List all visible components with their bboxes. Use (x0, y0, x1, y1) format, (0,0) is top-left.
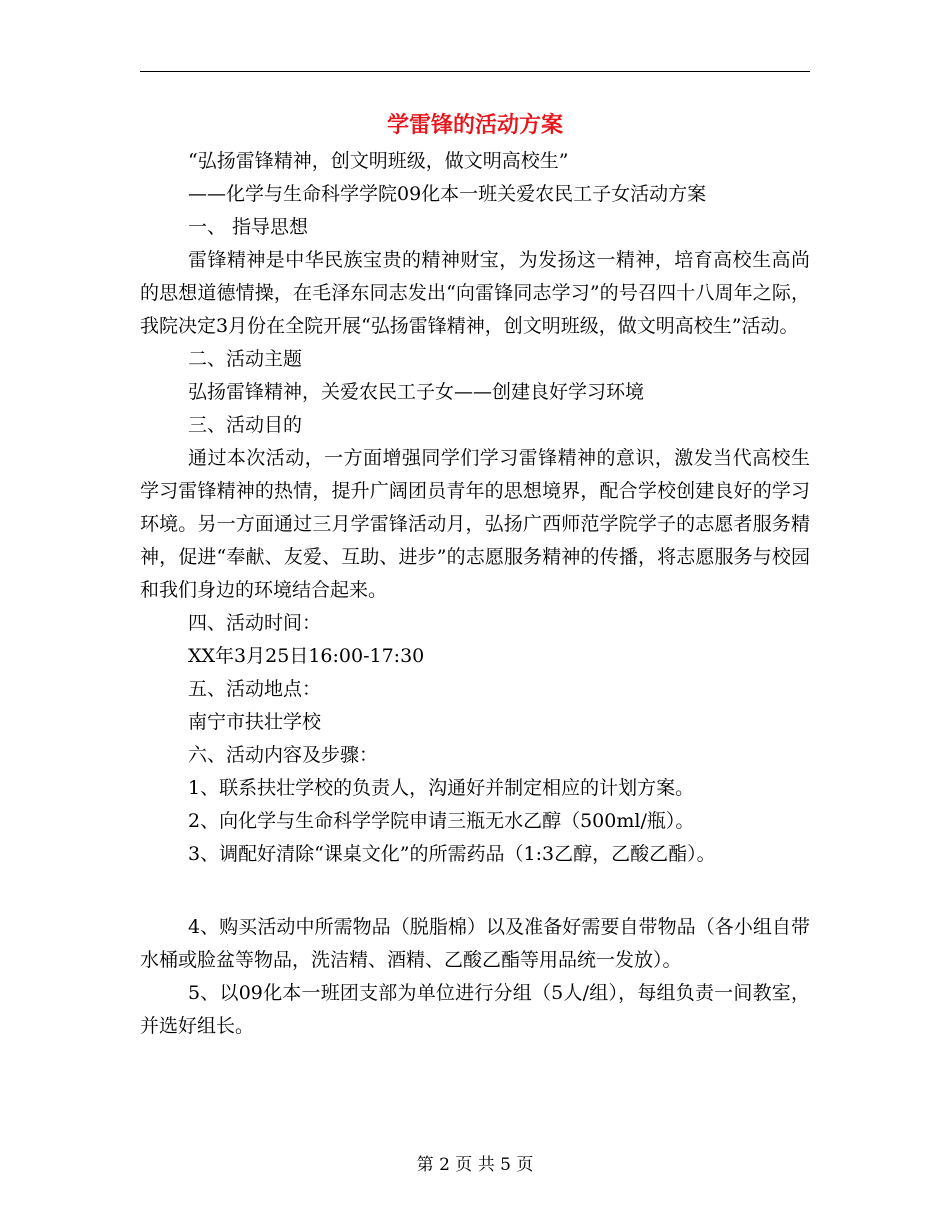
paragraph-gap (140, 871, 810, 911)
step-item-1: 1、联系扶壮学校的负责人，沟通好并制定相应的计划方案。 (188, 777, 695, 799)
step-item-4: 4、购买活动中所需物品（脱脂棉）以及准备好需要自带物品（各小组自带水桶或脸盆等物品，洗洁精、酒精、乙酸乙酯等用品统一发放）。 (140, 916, 810, 971)
subtitle-organizer: ——化学与生命科学学院09化本一班关爱农民工子女活动方案 (188, 183, 707, 205)
section-heading-theme: 二、活动主题 (188, 348, 303, 370)
paragraph-location: 南宁市扶壮学校 (188, 711, 322, 733)
document-body (140, 145, 810, 1043)
section-heading-purpose: 三、活动目的 (188, 414, 303, 436)
step-item-5: 5、以09化本一班团支部为单位进行分组（5人/组），每组负责一间教室，并选好组长。 (140, 982, 810, 1037)
page-number-footer: 第 2 页 共 5 页 (416, 1155, 534, 1175)
section-heading-guiding-thought: 一、 指导思想 (188, 216, 309, 238)
paragraph-guiding-thought: 雷锋精神是中华民族宝贵的精神财宝，为发扬这一精神，培育高校生高尚的思想道德情操，在毛泽东同志发出“向雷锋同志学习”的号召四十八周年之际，我院决定3月份在全院开展“弘扬雷锋精神，创文明班级，做文明高校生”活动。 (140, 249, 810, 337)
section-heading-steps: 六、活动内容及步骤： (188, 744, 379, 766)
header-rule (140, 71, 810, 72)
paragraph-purpose: 通过本次活动，一方面增强同学们学习雷锋精神的意识，激发当代高校生学习雷锋精神的热情，提升广阔团员青年的思想境界，配合学校创建良好的学习环境。另一方面通过三月学雷锋活动月，弘扬广西师范学院学子的志愿者服务精神，促进“奉献、友爱、互助、进步”的志愿服务精神的传播，将志愿服务与校园和我们身边的环境结合起来。 (140, 447, 810, 601)
subtitle-slogan: “弘扬雷锋精神，创文明班级，做文明高校生” (188, 150, 569, 172)
document-title: 学雷锋的活动方案 (386, 112, 563, 138)
section-heading-location: 五、活动地点： (188, 678, 322, 700)
section-heading-time: 四、活动时间： (188, 612, 322, 634)
paragraph-time: XX年3月25日16:00-17:30 (188, 645, 425, 667)
paragraph-theme: 弘扬雷锋精神，关爱农民工子女——创建良好学习环境 (188, 381, 645, 403)
step-item-2: 2、向化学与生命科学学院申请三瓶无水乙醇（500ml/瓶）。 (188, 810, 695, 832)
step-item-3: 3、调配好清除“课桌文化”的所需药品（1:3乙醇，乙酸乙酯）。 (188, 843, 716, 865)
